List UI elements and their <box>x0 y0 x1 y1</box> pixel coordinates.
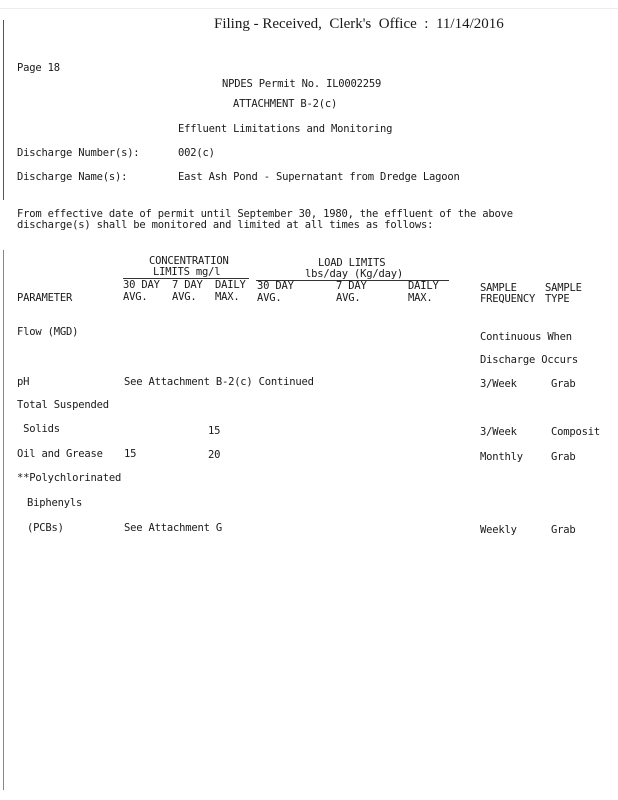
pcb-type: Grab <box>551 524 576 536</box>
tss-parameter: Total Suspended <box>17 399 109 411</box>
flow-parameter: Flow (MGD) <box>17 326 79 338</box>
scan-edge-left <box>3 20 4 200</box>
pcb-parameter: **Polychlorinated <box>17 472 122 484</box>
pcb-parameter-2: Biphenyls <box>27 497 83 509</box>
pcb-note: See Attachment G <box>124 522 222 534</box>
tss-parameter-2: Solids <box>17 423 60 435</box>
concentration-header: CONCENTRATION <box>149 255 229 267</box>
flow-frequency: Continuous When <box>480 331 572 343</box>
permit-number: NPDES Permit No. IL0002259 <box>222 78 382 90</box>
conc-daily-max: MAX. <box>215 291 240 303</box>
oil-grease-30day: 15 <box>124 448 137 460</box>
tss-daily-max: 15 <box>208 425 221 437</box>
ph-frequency: 3/Week <box>480 378 517 390</box>
sample-type-header-2: TYPE <box>545 293 570 305</box>
conc-30day-avg: AVG. <box>123 291 148 303</box>
load-30day-header: 30 DAY <box>257 280 294 292</box>
oil-grease-parameter: Oil and Grease <box>17 448 103 460</box>
load-30day-avg: AVG. <box>257 292 282 304</box>
ph-parameter: pH <box>17 376 30 388</box>
discharge-number-value: 002(c) <box>178 147 215 159</box>
load-7day-avg: AVG. <box>336 292 361 304</box>
conc-7day-header: 7 DAY <box>172 279 203 291</box>
sample-frequency-header-2: FREQUENCY <box>480 293 536 305</box>
conc-30day-header: 30 DAY <box>123 279 160 291</box>
sample-type-header: SAMPLE <box>545 282 582 294</box>
scan-edge-left-lower <box>3 250 4 790</box>
discharge-number-label: Discharge Number(s): <box>17 147 140 159</box>
oil-grease-type: Grab <box>551 451 576 463</box>
page-number: Page 18 <box>17 62 60 74</box>
conc-daily-header: DAILY <box>215 279 246 291</box>
discharge-name-value: East Ash Pond - Supernatant from Dredge Lagoon <box>178 171 460 183</box>
pcb-parameter-3: (PCBs) <box>27 522 64 534</box>
load-daily-header: DAILY <box>408 280 439 292</box>
scan-edge-top <box>0 8 618 9</box>
load-limits-units: lbs/day (Kg/day) <box>305 268 403 280</box>
concentration-units: LIMITS mg/l <box>153 266 221 278</box>
intro-line-1: From effective date of permit until September 30, 1980, the effluent of the above <box>17 208 513 220</box>
load-7day-header: 7 DAY <box>336 280 367 292</box>
discharge-name-label: Discharge Name(s): <box>17 171 128 183</box>
intro-line-2: discharge(s) shall be monitored and limited at all times as follows: <box>17 219 434 231</box>
tss-frequency: 3/Week <box>480 426 517 438</box>
oil-grease-daily-max: 20 <box>208 449 221 461</box>
flow-frequency-2: Discharge Occurs <box>480 354 578 366</box>
parameter-header: PARAMETER <box>17 292 73 304</box>
oil-grease-frequency: Monthly <box>480 451 523 463</box>
conc-7day-avg: AVG. <box>172 291 197 303</box>
pcb-frequency: Weekly <box>480 524 517 536</box>
document-subtitle: Effluent Limitations and Monitoring <box>178 123 393 135</box>
sample-frequency-header: SAMPLE <box>480 282 517 294</box>
load-daily-max: MAX. <box>408 292 433 304</box>
attachment-title: ATTACHMENT B-2(c) <box>233 98 338 110</box>
load-limits-header: LOAD LIMITS <box>318 257 386 269</box>
ph-note: See Attachment B-2(c) Continued <box>124 376 314 388</box>
ph-type: Grab <box>551 378 576 390</box>
filing-stamp: Filing - Received, Clerk's Office : 11/14/2016 <box>214 16 504 32</box>
tss-type: Composit <box>551 426 600 438</box>
